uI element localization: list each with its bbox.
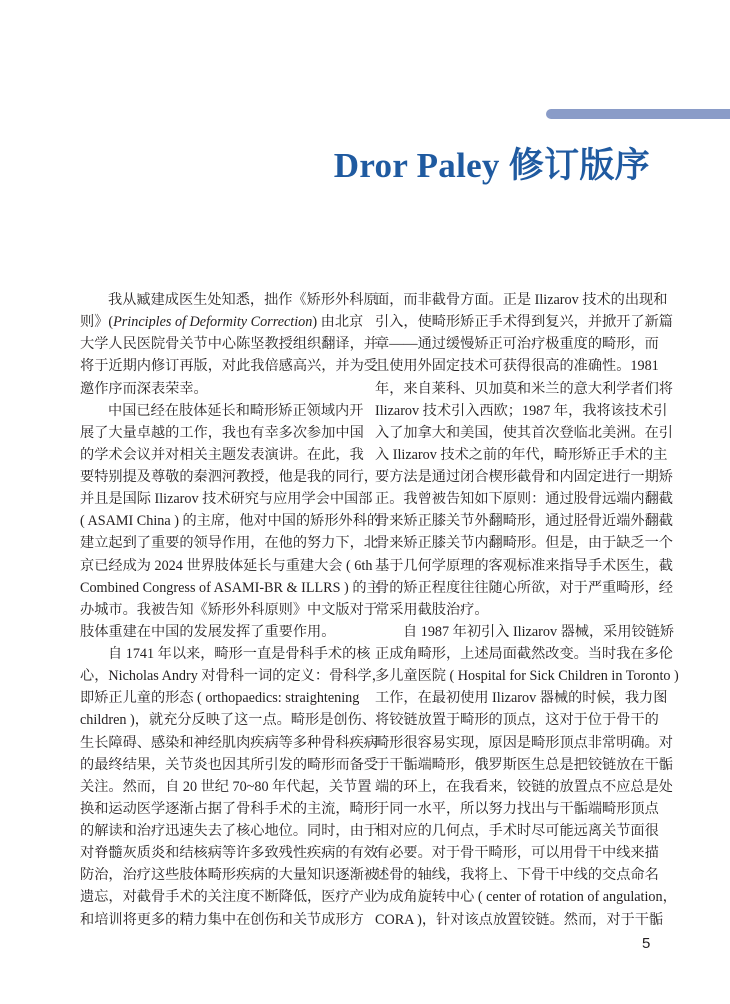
text-line: 生长障碍、感染和神经肌肉疾病等多种骨科疾病	[80, 734, 378, 751]
text-line: 大学人民医院骨关节中心陈坚教授组织翻译，并	[80, 336, 378, 353]
text-line: 于同一水平，所以努力找出与干骺端畸形顶点	[375, 800, 659, 817]
text-line: ( ASAMI China ) 的主席，他对中国的矫形外科的	[80, 513, 382, 530]
text-line: 端的环上，在我看来，铰链的放置点不应总是处	[375, 778, 673, 795]
text-line: Ilizarov 技术引入西欧；1987 年，我将该技术引	[375, 402, 668, 419]
text-segment: 则》(	[80, 314, 114, 331]
text-line: 心，Nicholas Andry 对骨科一词的定义：骨科学，	[80, 668, 386, 685]
text-line: 年，来自莱科、贝加莫和米兰的意大利学者们将	[375, 380, 673, 397]
text-line: 有必要。对于骨干畸形，可以用骨干中线来描	[375, 845, 659, 862]
text-line: 畸形很容易实现，原因是畸形顶点非常明确。对	[375, 734, 673, 751]
paragraph	[375, 621, 679, 931]
text-line: 基于几何学原理的客观标准来指导手术医生，截	[375, 557, 673, 574]
page-title: Dror Paley 修订版序	[333, 146, 650, 185]
text-line: 相对应的几何点，手术时尽可能远离关节面很	[375, 823, 659, 839]
text-segment: ) 由北京	[312, 314, 364, 331]
text-line: 的最终结果，关节炎也因其所引发的畸形而备受	[80, 756, 378, 773]
header-decorative-bar	[546, 109, 730, 119]
page-number: 5	[642, 935, 651, 952]
text-line: 防治，治疗这些肢体畸形疾病的大量知识逐渐被	[80, 867, 378, 884]
text-line: 且使用外固定技术可获得很高的准确性。1981	[375, 358, 659, 375]
text-line: 对脊髓灰质炎和结核病等许多致残性疾病的有效	[80, 845, 378, 862]
text-line: 骨来矫正膝关节外翻畸形，通过胫骨近端外翻截	[375, 513, 673, 530]
text-line: 引入，使畸形矫正手术得到复兴，并掀开了新篇	[375, 314, 673, 331]
text-line: 关注。然而，自 20 世纪 70~80 年代起，关节置	[80, 778, 372, 795]
book-title-italic: Principles of Deformity Correction	[113, 314, 313, 331]
text-line: 述骨的轴线，我将上、下骨干中线的交点命名	[375, 867, 659, 884]
text-line: 展了大量卓越的工作，我也有幸多次参加中国	[80, 424, 364, 441]
text-line: 骨的矫正程度往往随心所欲，对于严重畸形，经	[375, 579, 673, 596]
text-line	[80, 311, 364, 333]
text-line: 肢体重建在中国的发展发挥了重要作用。	[80, 623, 336, 640]
text-line: Combined Congress of ASAMI-BR & ILLRS ) 的主	[80, 579, 381, 596]
text-line: 的学术会议并对相关主题发表演讲。在此，我	[80, 446, 364, 463]
paragraph	[80, 643, 386, 931]
text-line: 即矫正儿童的形态 ( orthopaedics: straightening	[80, 690, 360, 707]
text-line: 要特别提及尊敬的秦泗河教授，他是我的同行，	[80, 469, 378, 485]
text-column-right	[375, 289, 679, 931]
text-line: 并且是国际 Ilizarov 技术研究与应用学会中国部	[80, 491, 373, 508]
text-line: 正成角畸形，上述局面截然改变。当时我在多伦	[375, 646, 673, 662]
text-line: 入了加拿大和美国，使其首次登临北美洲。在引	[375, 424, 673, 441]
text-line: 工作，在最初使用 Ilizarov 器械的时候，我力图	[375, 690, 668, 707]
text-line: 多儿童医院 ( Hospital for Sick Children in Toronto )	[375, 668, 679, 685]
text-line: 的解读和治疗迅速失去了核心地位。同时，由于	[80, 823, 378, 839]
text-line: 章——通过缓慢矫正可治疗极重度的畸形，而	[375, 336, 659, 353]
text-line: 于干骺端畸形，俄罗斯医生总是把铰链放在干骺	[375, 756, 673, 773]
text-line: 换和运动医学逐渐占据了骨科手术的主流，畸形	[80, 800, 378, 817]
text-line: 遗忘，对截骨手术的关注度不断降低，医疗产业	[80, 889, 378, 906]
text-line: 和培训将更多的精力集中在创伤和关节成形方	[80, 911, 364, 928]
text-line: 中国已经在肢体延长和畸形矫正领域内开	[108, 402, 364, 419]
text-line: 自 1741 年以来，畸形一直是骨科手术的核	[108, 646, 371, 662]
text-line: 办城市。我被告知《矫形外科原则》中文版对于	[80, 601, 378, 618]
text-line: 入 Ilizarov 技术之前的年代，畸形矫正手术的主	[375, 446, 668, 463]
text-line: 自 1987 年初引入 Ilizarov 器械，采用铰链矫	[403, 623, 675, 640]
text-line: 要方法是通过闭合楔形截骨和内固定进行一期矫	[375, 469, 673, 485]
text-line: 常采用截肢治疗。	[375, 601, 489, 618]
text-line: 将铰链放置于畸形的顶点，这对于位于骨干的	[375, 712, 659, 729]
paragraph	[80, 400, 382, 643]
text-line: 骨来矫正膝关节内翻畸形。但是，由于缺乏一个	[375, 535, 673, 552]
text-line: 我从臧建成医生处知悉，拙作《矫形外科原	[108, 292, 378, 308]
text-line: children )，就充分反映了这一点。畸形是创伤、	[80, 712, 376, 729]
text-line: 建立起到了重要的领导作用，在他的努力下，北	[80, 535, 378, 552]
paragraph	[80, 289, 378, 400]
text-line: 京已经成为 2024 世界肢体延长与重建大会 ( 6th	[80, 557, 373, 574]
text-line: CORA )，针对该点放置铰链。然而，对于干骺	[375, 911, 664, 928]
text-line: 面，而非截骨方面。正是 Ilizarov 技术的出现和	[375, 292, 668, 308]
text-line: 正。我曾被告知如下原则：通过股骨远端内翻截	[375, 491, 673, 508]
paragraph	[375, 289, 673, 621]
text-line: 邀作序而深表荣幸。	[80, 380, 208, 397]
text-column-left	[80, 289, 386, 931]
text-line: 将于近期内修订再版，对此我倍感高兴，并为受	[80, 358, 378, 375]
text-line: 为成角旋转中心 ( center of rotation of angulation，	[375, 889, 677, 906]
